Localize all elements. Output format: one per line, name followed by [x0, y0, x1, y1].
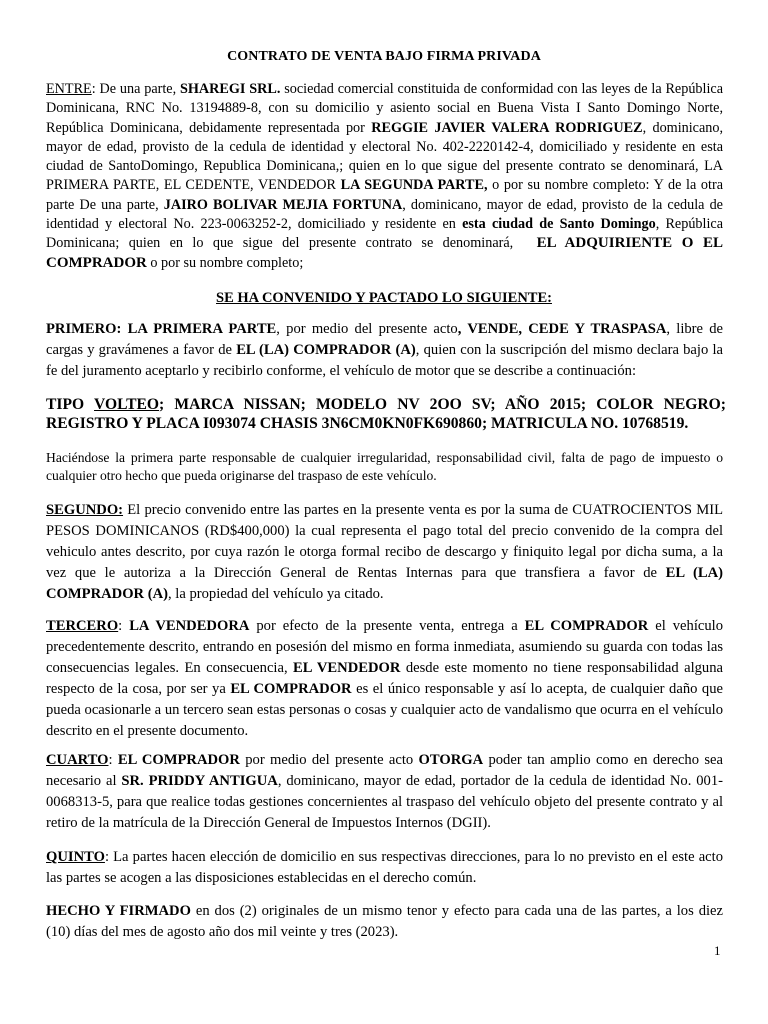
clause-segundo: SEGUNDO: El precio convenido entre las partes en la presente venta es por la suma de CUATROCIENTOS MIL PESOS DOMINICANOS (RD$400,000) la cual representa el pago total del precio convenido de la compra del vehiculo antes descrito, por cuya razón le otorga formal recibo de descargo y finiquito legal por dicha suma, a la vez que le autoriza a la Dirección General de Rentas Internas para que transfiera a favor de EL (LA) COMPRADOR (A), la propiedad del vehículo ya citado.: [46, 502, 723, 602]
quinto-label: QUINTO: [46, 849, 105, 865]
entre-label: ENTRE: [46, 81, 92, 97]
clause-tercero: TERCERO: LA VENDEDORA por efecto de la presente venta, entrega a EL COMPRADOR el vehículo precedentemente descrito, entrando en posesión del mismo en forma inmediata, asumiendo su guarda con todas las consecuencias legales. En consecuencia, EL VENDEDOR desde este momento no tiene responsabilidad alguna respecto de la cosa, por ser ya EL COMPRADOR es el único responsable y así lo acepta, de cualquier daño que pueda ocasionarle a un tercero sean estas personas o cosas y cualquier acto de vandalismo que ocurra en el vehículo descrito en el presente documento.: [46, 618, 724, 739]
tercero-label: TERCERO: [46, 618, 119, 634]
segundo-label: SEGUNDO:: [46, 502, 124, 518]
hecho-label: HECHO Y FIRMADO: [46, 903, 191, 919]
closing-statement: HECHO Y FIRMADO en dos (2) originales de un mismo tenor y efecto para cada una de las partes, a los diez (10) días del mes de agosto año dos mil veinte y tres (2023).: [46, 903, 723, 940]
buyer-designation: EL ADQUIRIENTE O EL COMPRADOR: [46, 235, 723, 271]
seller-representative: REGGIE JAVIER VALERA RODRIGUEZ: [371, 119, 643, 136]
seller-company: SHAREGI SRL.: [179, 81, 281, 97]
document-title: CONTRATO DE VENTA BAJO FIRMA PRIVADA: [227, 49, 541, 64]
clause-primero: PRIMERO: LA PRIMERA PARTE, por medio del presente acto, VENDE, CEDE Y TRASPASA, libre de cargas y gravámenes a favor de EL (LA) COMPRADOR (A), quien con la suscripción del mismo declara bajo la fe del juramento aceptarlo y recibirlo conforme, el vehículo de motor que se describe a continuación:: [46, 321, 724, 379]
page-number: 1: [714, 943, 721, 958]
paragraph-entre: ENTRE: De una parte, SHAREGI SRL. sociedad comercial constituida de conformidad con las leyes de la República Dominicana, RNC No. 13194889-8, con su domicilio y asiento social en Buena Vista I Santo Domingo Norte, República Dominicana, debidamente representada por REGGIE JAVIER VALERA RODRIGUEZ, dominicano, mayor de edad, provisto de la cedula de identidad y electoral No. 402-2220142-4, domiciliado y residente en esta ciudad de SantoDomingo, Republica Dominicana,; quien en lo que sigue del presente contrato se denominará, LA PRIMERA PARTE, EL CEDENTE, VENDEDOR LA SEGUNDA PARTE, o por su nombre completo: Y de la otra parte De una parte, JAIRO BOLIVAR MEJIA FORTUNA, dominicano, mayor de edad, provisto de la cedula de identidad y electoral No. 223-0063252-2, domiciliado y residente en esta ciudad de Santo Domingo, República Dominicana; quien en lo que sigue del presente contrato se denominará, EL ADQUIRIENTE O EL COMPRADOR o por su nombre completo;: [46, 81, 724, 271]
cuarto-label: CUARTO: [46, 752, 109, 768]
clause-quinto: QUINTO: La partes hacen elección de domicilio en sus respectivas direcciones, para lo no previsto en el este acto las partes se acogen a las disposiciones establecidas en el derecho común.: [46, 849, 723, 886]
buyer-name: JAIRO BOLIVAR MEJIA FORTUNA: [163, 196, 403, 213]
clause-cuarto: CUARTO: EL COMPRADOR por medio del presente acto OTORGA poder tan amplio como en derecho sea necesario al SR. PRIDDY ANTIGUA, dominicano, mayor de edad, portador de la cedula de identidad No. 001-0068313-5, para que realice todas gestiones concernientes al traspaso del vehículo objeto del presente contrato y al retiro de la matrícula de la Dirección General de Impuestos Internos (DGII).: [46, 752, 723, 831]
section-heading: SE HA CONVENIDO Y PACTADO LO SIGUIENTE:: [216, 290, 552, 306]
primero-label: PRIMERO: LA PRIMERA PARTE: [46, 321, 277, 337]
paragraph-responsabilidad: Haciéndose la primera parte responsable de cualquier irregularidad, responsabilidad civil, falta de pago de impuesto o cualquier otro hecho que pueda originarse del traspaso de este vehículo.: [46, 450, 723, 483]
vehicle-description: TIPO VOLTEO; MARCA NISSAN; MODELO NV 2OO SV; AÑO 2015; COLOR NEGRO; REGISTRO Y PLACA I093074 CHASIS 3N6CM0KN0FK690860; MATRICULA NO. 10768519.: [46, 396, 727, 432]
